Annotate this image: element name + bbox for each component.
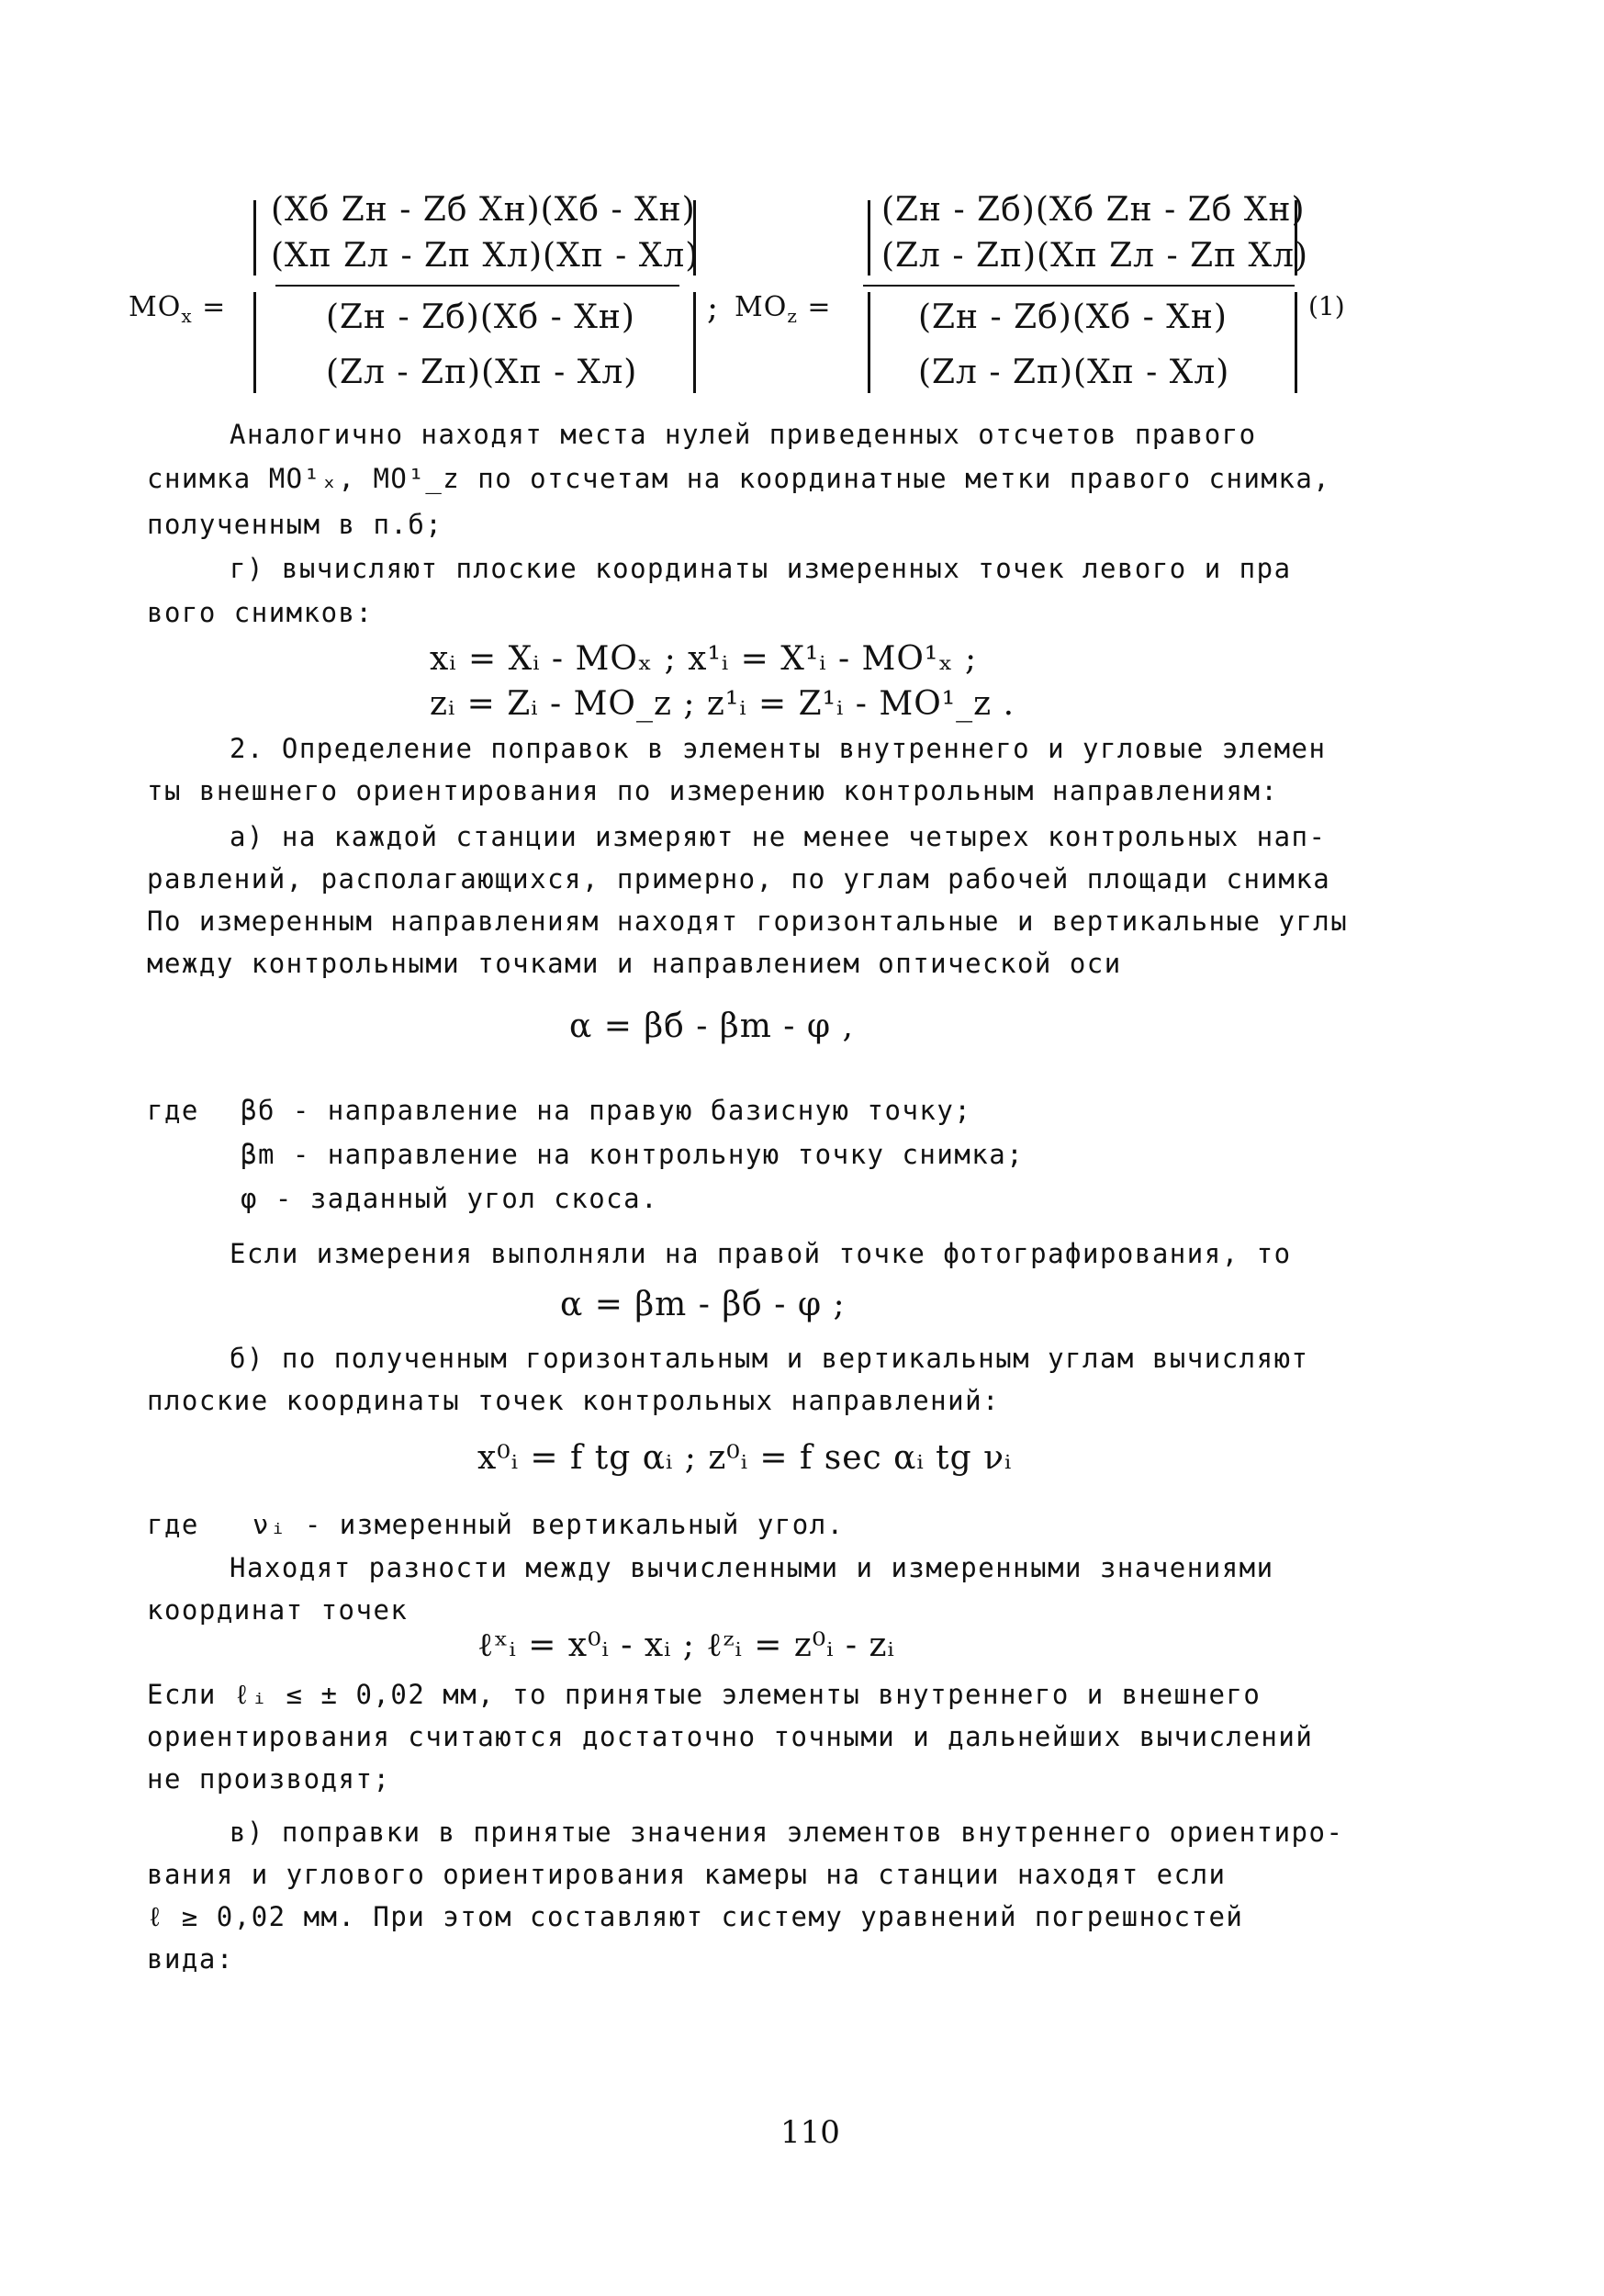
text-line: ты внешнего ориентирования по измерению контрольным направлениям:	[147, 775, 1279, 806]
text-line: Если ℓᵢ ≤ ± 0,02 мм, то принятые элементы внутреннего и внешнего	[147, 1679, 1262, 1710]
text-line: вого снимков:	[147, 597, 374, 628]
text-line: По измеренным направлениям находят горизонтальные и вертикальные углы	[147, 906, 1349, 937]
where-item: φ - заданный угол скоса.	[241, 1183, 659, 1214]
equation: α = βm - βб - φ ;	[560, 1286, 846, 1323]
where-label: где	[147, 1095, 199, 1126]
where-item: βm - направление на контрольную точку снимка;	[241, 1139, 1025, 1170]
text-line: между контрольными точками и направлением оптической оси	[147, 948, 1122, 979]
text-line: а) на каждой станции измеряют не менее четырех контрольных нап-	[230, 821, 1327, 852]
matrix-row: (Zн - Zб)(Xб - Xн)	[918, 298, 1228, 336]
text-line: г) вычисляют плоские координаты измеренных точек левого и пра	[230, 553, 1292, 584]
equation: x⁰ᵢ = f tg αᵢ ; z⁰ᵢ = f sec αᵢ tg νᵢ	[477, 1439, 1013, 1477]
text-line: вида:	[147, 1943, 234, 1975]
fraction-bar	[863, 285, 1295, 287]
text-line: Аналогично находят места нулей приведенных отсчетов правого	[230, 419, 1257, 450]
det-bar	[693, 292, 696, 393]
matrix-row: (Xп Zл - Zп Xл)(Xп - Xл)	[271, 237, 700, 275]
matrix-row: (Zл - Zп)(Xп - Xл)	[918, 354, 1230, 391]
text-line: равлений, располагающихся, примерно, по углам рабочей площади снимка	[147, 863, 1331, 895]
matrix-row: (Zл - Zп)(Xп - Xл)	[326, 354, 638, 391]
matrix-row: (Xб Zн - Zб Xн)(Xб - Xн)	[271, 191, 696, 229]
fraction-bar	[275, 285, 679, 287]
text-line: б) по полученным горизонтальным и вертикальным углам вычисляют	[230, 1343, 1309, 1374]
matrix-row: (Zл - Zп)(Xп Zл - Zп Xл)	[881, 237, 1309, 275]
text-line: полученным в п.б;	[147, 509, 443, 540]
page-number: 110	[780, 2114, 840, 2151]
text-line: 2. Определение поправок в элементы внутреннего и угловые элемен	[230, 733, 1327, 764]
det-bar	[1295, 292, 1297, 393]
matrix-row: (Zн - Zб)(Xб - Xн)	[326, 298, 635, 336]
equation: α = βб - βm - φ ,	[569, 1007, 854, 1045]
equation: xᵢ = Xᵢ - MOₓ ; x¹ᵢ = X¹ᵢ - MO¹ₓ ;	[430, 640, 978, 678]
det-bar	[253, 200, 256, 276]
text-line: Если измерения выполняли на правой точке фотографирования, то	[230, 1238, 1292, 1269]
matrix-row: (Zн - Zб)(Xб Zн - Zб Xн)	[881, 191, 1306, 229]
equation: ℓˣᵢ = x⁰ᵢ - xᵢ ; ℓᶻᵢ = z⁰ᵢ - zᵢ	[477, 1626, 895, 1664]
text-line: ℓ ≥ 0,02 мм. При этом составляют систему уравнений погрешностей	[147, 1901, 1244, 1932]
equation: zᵢ = Zᵢ - MO_z ; z¹ᵢ = Z¹ᵢ - MO¹_z .	[430, 685, 1015, 723]
formula-number: (1)	[1308, 291, 1345, 321]
det-bar	[253, 292, 256, 393]
det-bar	[868, 200, 870, 276]
text-line: снимка MO¹ₓ, MO¹_z по отсчетам на координатные метки правого снимка,	[147, 463, 1331, 494]
text-line: вания и углового ориентирования камеры на станции находят если	[147, 1859, 1227, 1890]
moz-label: $MO_z$ =	[735, 291, 832, 327]
where-item: νᵢ - измеренный вертикальный угол.	[252, 1509, 845, 1540]
text-line: плоские координаты точек контрольных направлений:	[147, 1385, 1001, 1416]
text-line: в) поправки в принятые значения элементов внутреннего ориентиро-	[230, 1817, 1344, 1848]
det-bar	[868, 292, 870, 393]
text-line: не производят;	[147, 1763, 391, 1795]
separator: ;	[707, 289, 720, 327]
mox-label: $MO_x$ =	[129, 291, 227, 327]
text-line: Находят разности между вычисленными и измеренными значениями	[230, 1552, 1274, 1583]
text-line: координат точек	[147, 1594, 409, 1626]
where-item: βб - направление на правую базисную точку;	[241, 1095, 972, 1126]
where-label: где	[147, 1509, 199, 1540]
text-line: ориентирования считаются достаточно точными и дальнейших вычислений	[147, 1721, 1314, 1752]
